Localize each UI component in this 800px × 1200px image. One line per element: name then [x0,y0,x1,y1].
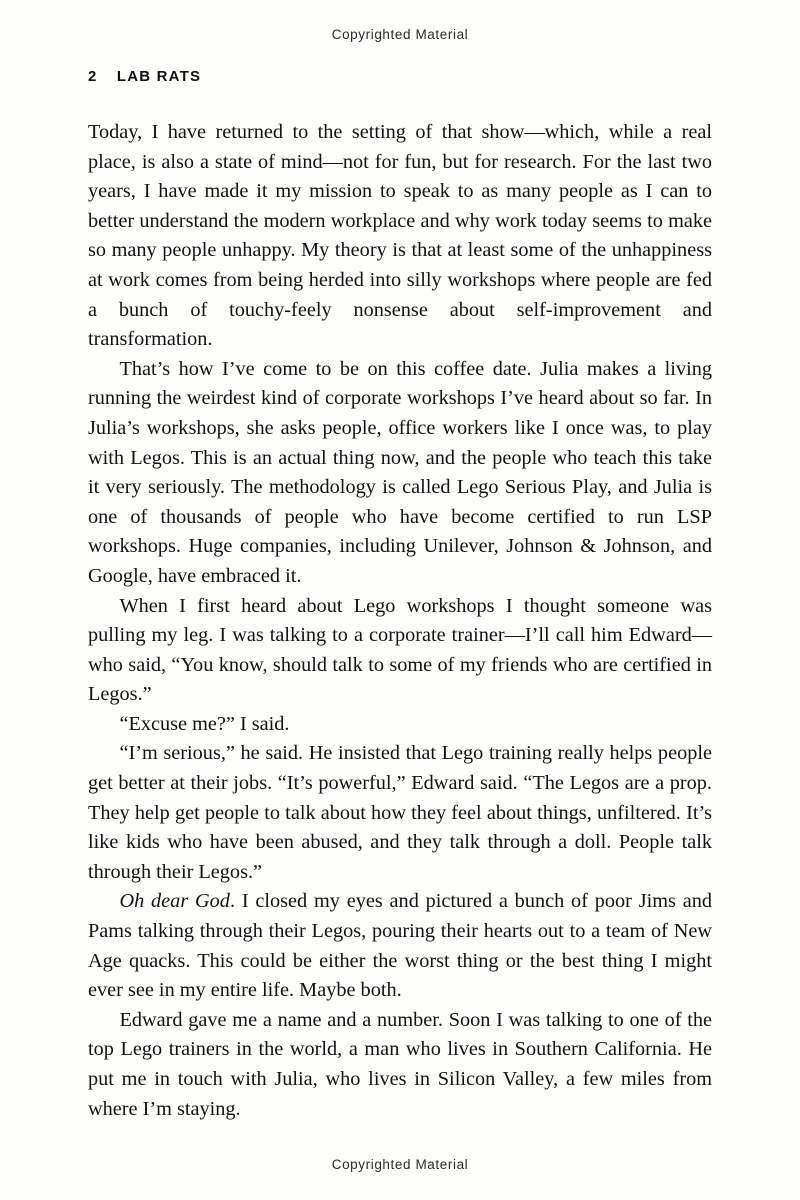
paragraph-3: When I first heard about Lego workshops I thought someone was pulling my leg. I was talking to a corporate trainer—I’ll call him Edward—who said, “You know, should talk to some of my friends who are certified in Legos.” [88,594,712,706]
paragraph-1: Today, I have returned to the setting of that show—which, while a real place, is also a state of mind—not for fun, but for research. For the last two years, I have made it my mission to speak to as many people as I can to better understand the modern workplace and why work today seems to make so many people unhappy. My theory is that at least some of the unhappiness at work comes from being herded into silly workshops where people are fed a bunch of touchy-feely nonsense about self-improvement and transformation. [88,121,712,351]
running-head [88,68,201,85]
page-number: 2 [88,68,97,85]
copyright-watermark-top: Copyrighted Material [331,27,469,42]
paragraph-2: That’s how I’ve come to be on this coffee date. Julia makes a living running the weirdest kind of corporate workshops I’ve heard about so far. In Julia’s workshops, she asks people, office workers like I once was, to play with Legos. This is an actual thing now, and the people who teach this take it very seriously. The methodology is called Lego Serious Play, and Julia is one of thousands of people who have become certified to run LSP workshops. Huge companies, including Unilever, Johnson & Johnson, and Google, have embraced it. [88,357,712,587]
copyright-watermark-bottom: Copyrighted Material [331,1157,469,1172]
paragraph-6 [88,887,712,1005]
paragraph-4: “Excuse me?” I said. [119,712,290,735]
paragraph-6-text: . I closed my eyes and pictured a bunch of poor Jims and Pams talking through their Legos, pouring their hearts out to a team of New Age quacks. This could be either the worst thing or the best thing I might ever see in my entire life. Maybe both. [88,890,713,1002]
paragraph-6-emphasis: Oh dear God [119,890,230,913]
book-title: LAB RATS [116,68,202,85]
paragraph-7: Edward gave me a name and a number. Soon I was talking to one of the top Lego trainers in the world, a man who lives in Southern California. He put me in touch with Julia, who lives in Silicon Valley, a few miles from where I’m staying. [88,1008,712,1120]
paragraph-5: “I’m serious,” he said. He insisted that Lego training really helps people get better at their jobs. “It’s powerful,” Edward said. “The Legos are a prop. They help get people to talk about how they feel about things, unfiltered. It’s like kids who have been abused, and they talk through a doll. People talk through their Legos.” [88,742,712,883]
page-body [88,118,712,1124]
